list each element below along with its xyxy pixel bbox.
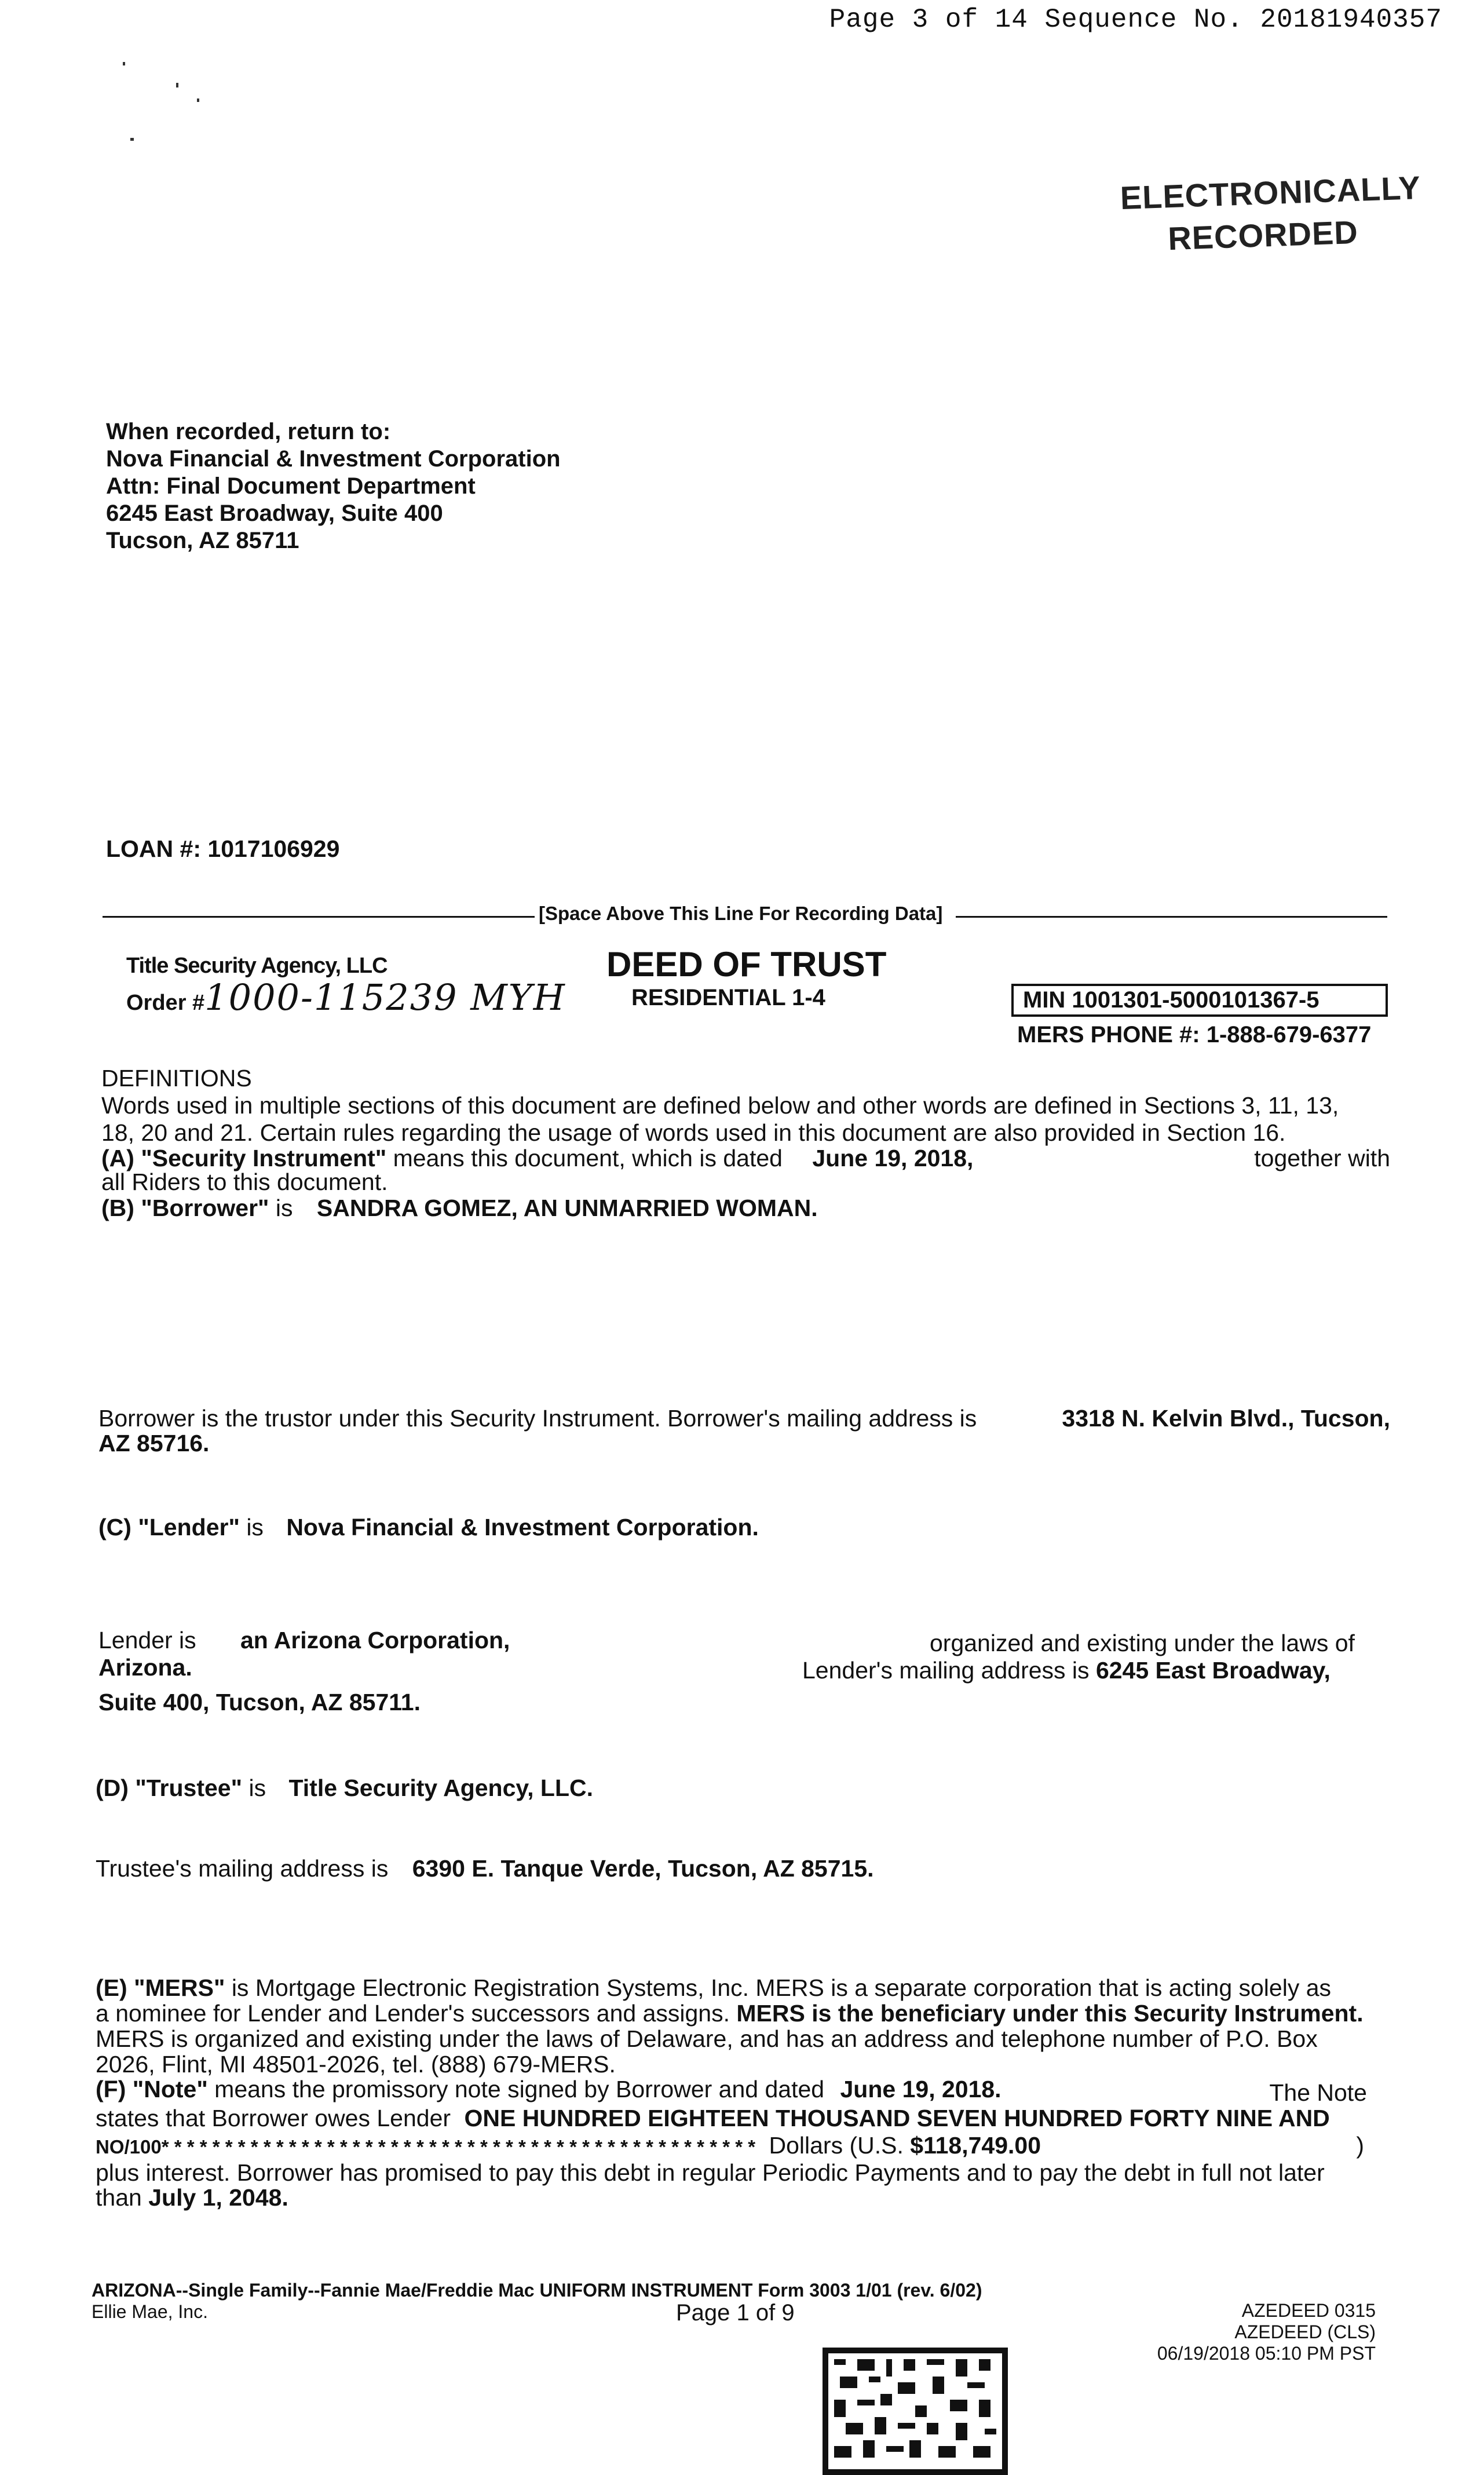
footer-code-1: AZEDEED 0315	[1241, 2300, 1376, 2321]
definition-d-is: is	[248, 1775, 266, 1801]
definition-d-term: "Trustee"	[135, 1775, 243, 1801]
borrower-address-2: AZ 85716.	[98, 1430, 210, 1456]
definition-e-term: "MERS"	[134, 1974, 225, 2001]
document-title: DEED OF TRUST	[606, 945, 887, 984]
definition-f-text: means the promissory note signed by Borrower and dated	[214, 2076, 825, 2102]
definition-f-line-1	[96, 2076, 1367, 2106]
lender-state: Arizona.	[98, 1654, 192, 1681]
definition-e-text-2a: a nominee for Lender and Lender's successors and assigns.	[96, 2000, 730, 2027]
definition-e-line-2	[96, 2000, 1364, 2027]
definition-f-text-5a: than	[96, 2184, 142, 2211]
definition-f-text-2a: states that Borrower owes Lender	[96, 2105, 451, 2131]
definitions-heading: DEFINITIONS	[101, 1065, 252, 1092]
definitions-intro-2: 18, 20 and 21. Certain rules regarding the usage of words used in this document are also provided in Section 16.	[101, 1119, 1286, 1146]
mers-phone: MERS PHONE #: 1-888-679-6377	[1017, 1022, 1372, 1047]
lender-organized: organized and existing under the laws of	[930, 1630, 1355, 1656]
definition-c-is: is	[246, 1514, 264, 1541]
definition-c-term: "Lender"	[138, 1514, 240, 1541]
definition-c-label: (C)	[98, 1514, 131, 1541]
lender-name: Nova Financial & Investment Corporation.	[286, 1514, 759, 1541]
definition-e-text-1: is Mortgage Electronic Registration Systems, Inc. MERS is a separate corporation that is acting solely as	[231, 1974, 1332, 2001]
order-number-row	[126, 976, 566, 1019]
scan-speck	[123, 62, 125, 65]
definition-f-line-2	[96, 2105, 1330, 2132]
stamp-line-1: ELECTRONICALLY	[1119, 169, 1421, 217]
scan-speck	[130, 138, 134, 141]
trustee-name: Title Security Agency, LLC.	[288, 1775, 594, 1801]
recording-line-left	[103, 916, 535, 918]
page-sequence-header: Page 3 of 14 Sequence No. 20181940357	[829, 5, 1442, 35]
definition-a-text: means this document, which is dated	[393, 1145, 783, 1171]
note-date: June 19, 2018.	[840, 2076, 1001, 2102]
lender-address-1: 6245 East Broadway,	[1095, 1657, 1331, 1684]
maturity-date: July 1, 2048.	[148, 2184, 288, 2211]
definition-f-term: "Note"	[132, 2076, 208, 2102]
trustor-text: Borrower is the trustor under this Security Instrument. Borrower's mailing address is	[98, 1405, 977, 1432]
definition-f-tail: The Note	[1269, 2079, 1367, 2106]
definition-a-tail: together with	[1254, 1145, 1390, 1171]
definition-e-line-3: MERS is organized and existing under the laws of Delaware, and has an address and telephone number of P.O. Box	[96, 2025, 1318, 2052]
title-agency-name: Title Security Agency, LLC	[126, 954, 388, 978]
definition-d-label: (D)	[96, 1775, 129, 1801]
definition-e-text-2b: MERS is the beneficiary under this Security Instrument.	[736, 2000, 1364, 2027]
footer-page-number: Page 1 of 9	[676, 2300, 795, 2326]
definition-f-label: (F)	[96, 2076, 126, 2102]
definition-f-line-4: plus interest. Borrower has promised to pay this debt in regular Periodic Payments and to pay the debt in full not later	[96, 2159, 1325, 2186]
scan-speck	[197, 98, 199, 102]
scan-speck	[176, 83, 178, 87]
trustee-address-line	[96, 1855, 874, 1882]
borrower-address-1: 3318 N. Kelvin Blvd., Tucson,	[1062, 1405, 1390, 1432]
footer-code-2: AZEDEED (CLS)	[1234, 2321, 1376, 2342]
handwritten-order-number: 1000-115239 MYH	[204, 976, 566, 1019]
return-to-city: Tucson, AZ 85711	[106, 528, 299, 553]
definition-e-line-4: 2026, Flint, MI 48501-2026, tel. (888) 679-MERS.	[96, 2051, 616, 2078]
definition-f-dollars: Dollars (U.S.	[769, 2132, 904, 2159]
lender-type: an Arizona Corporation,	[240, 1627, 510, 1653]
lender-address-label: Lender's mailing address is	[802, 1657, 1090, 1684]
definitions-intro-1: Words used in multiple sections of this document are defined below and other words are defined in Sections 3, 11, 13,	[101, 1092, 1339, 1119]
recording-line-label: [Space Above This Line For Recording Data]	[539, 903, 943, 924]
definition-a-term: "Security Instrument"	[141, 1145, 387, 1171]
loan-amount-figure: $118,749.00	[910, 2132, 1041, 2159]
footer-form-id: ARIZONA--Single Family--Fannie Mae/Freddie Mac UNIFORM INSTRUMENT Form 3003 1/01 (rev. 6/02)	[92, 2280, 982, 2301]
footer-code-block	[1043, 2300, 1376, 2364]
lender-address-2: Suite 400, Tucson, AZ 85711.	[98, 1689, 421, 1715]
lender-address-line	[802, 1657, 1331, 1684]
definition-e-line-1	[96, 1974, 1331, 2002]
definition-b	[101, 1195, 818, 1222]
return-to-company: Nova Financial & Investment Corporation	[106, 446, 561, 472]
return-to-street: 6245 East Broadway, Suite 400	[106, 501, 443, 526]
definition-c	[98, 1514, 759, 1541]
recording-line-right	[956, 916, 1387, 918]
stamp-line-2: RECORDED	[1167, 213, 1359, 257]
document-subtitle: RESIDENTIAL 1-4	[631, 985, 825, 1010]
min-number-box: MIN 1001301-5000101367-5	[1011, 984, 1388, 1017]
definition-d	[96, 1775, 593, 1802]
definition-b-term: "Borrower"	[141, 1195, 269, 1221]
definition-b-is: is	[275, 1195, 293, 1221]
return-to-attn: Attn: Final Document Department	[106, 473, 476, 499]
footer-timestamp: 06/19/2018 05:10 PM PST	[1157, 2343, 1376, 2364]
borrower-name: SANDRA GOMEZ, AN UNMARRIED WOMAN.	[316, 1195, 818, 1221]
document-barcode	[823, 2348, 1008, 2475]
return-to-label: When recorded, return to:	[106, 419, 391, 444]
order-label: Order #	[126, 991, 205, 1015]
trustee-address-label: Trustee's mailing address is	[96, 1855, 389, 1882]
definition-a-line-1	[101, 1145, 1390, 1172]
trustee-address: 6390 E. Tanque Verde, Tucson, AZ 85715.	[412, 1855, 874, 1882]
definition-f-line-3	[96, 2132, 1367, 2160]
return-to-block	[106, 418, 561, 554]
definition-a-line-2: all Riders to this document.	[101, 1169, 388, 1195]
definition-e-label: (E)	[96, 1974, 127, 2001]
lender-is: Lender is	[98, 1627, 196, 1653]
definition-f-line-5	[96, 2184, 288, 2211]
loan-amount-fill: NO/100* * * * * * * * * * * * * * * * * * * * * * * * * * * * * * * * * * * * * * * * * * * * * * *	[96, 2136, 756, 2158]
definition-f-paren: )	[1356, 2132, 1364, 2159]
footer-vendor: Ellie Mae, Inc.	[92, 2301, 208, 2322]
loan-amount-words: ONE HUNDRED EIGHTEEN THOUSAND SEVEN HUNDRED FORTY NINE AND	[464, 2105, 1330, 2131]
definition-b-label: (B)	[101, 1195, 134, 1221]
loan-number: LOAN #: 1017106929	[106, 835, 340, 862]
trustor-line-1	[98, 1405, 1390, 1432]
definition-a-label: (A)	[101, 1145, 134, 1171]
definition-a-date: June 19, 2018,	[812, 1145, 974, 1171]
electronically-recorded-stamp	[1120, 169, 1423, 259]
